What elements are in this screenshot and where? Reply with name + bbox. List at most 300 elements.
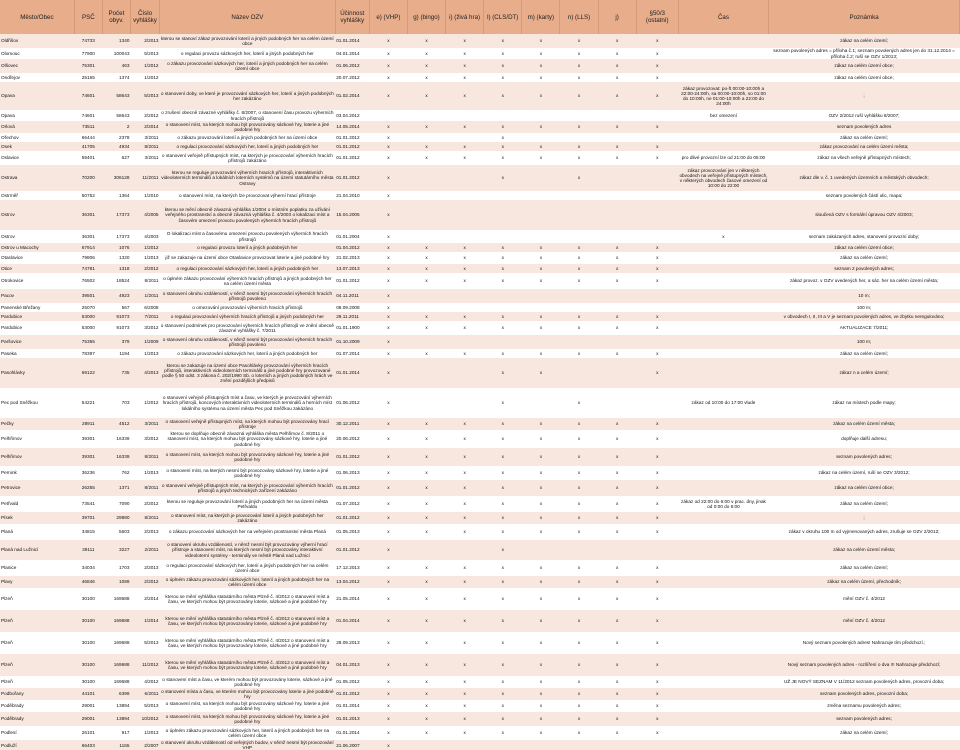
cell-col-50-3 — [636, 388, 678, 418]
cell-col-n: x — [560, 430, 598, 448]
cell-col-g — [407, 303, 445, 312]
cell-col-n: x — [560, 588, 598, 610]
header-col-j: j) — [598, 0, 636, 34]
cell-col-i: x — [446, 48, 484, 59]
cell-col-m: x — [522, 273, 560, 289]
table-row — [0, 151, 960, 165]
cell-effective-date: 01.01.2014 — [335, 700, 369, 712]
cell-col-j: x — [598, 576, 636, 588]
cell-col-n — [560, 540, 598, 560]
cell-decree-title: O lokalizaci míst a časovému omezení provozu povolených výherních hracích přístrojů — [160, 230, 336, 243]
cell-col-g: x — [407, 121, 445, 133]
cell-col-g — [407, 289, 445, 303]
cell-effective-date: 01.05.2013 — [335, 524, 369, 540]
cell-col-m — [522, 740, 560, 750]
cell-col-l: x — [484, 712, 522, 726]
cell-municipality: Orlová — [0, 121, 74, 133]
table-row — [0, 165, 960, 191]
cell-decree-title: kterou se reguluje provozování výherních hracích přístrojů, interaktivních videoloterních terminálů a lokálních loterních systémů na území statutárního města Ostravy — [160, 165, 336, 191]
cell-decree-number: 3/2011 — [130, 151, 159, 165]
cell-col-e: x — [369, 524, 407, 540]
cell-effective-date: 01.01.2012 — [335, 688, 369, 700]
cell-col-50-3 — [636, 303, 678, 312]
cell-population: 16339 — [102, 448, 130, 466]
cell-zip: 39501 — [74, 289, 102, 303]
cell-population: 1318 — [102, 264, 130, 273]
cell-time — [678, 48, 768, 59]
cell-time — [678, 73, 768, 82]
cell-effective-date: 01.05.2012 — [335, 676, 369, 688]
cell-col-l: x — [484, 312, 522, 321]
table-row — [0, 700, 960, 712]
cell-decree-title: o stanovení okruhu vzdáleností, v němž nesmí být provozování výherních hracích přístrojů povoleno — [160, 289, 336, 303]
cell-col-e: x — [369, 688, 407, 700]
cell-col-g: x — [407, 59, 445, 73]
header-zip: PSČ — [74, 0, 102, 34]
cell-col-i: x — [446, 726, 484, 740]
cell-zip: 74601 — [74, 110, 102, 121]
cell-col-m: x — [522, 466, 560, 480]
cell-col-l: x — [484, 448, 522, 466]
cell-col-j: x — [598, 121, 636, 133]
cell-col-g — [407, 358, 445, 388]
cell-population: 1371 — [102, 480, 130, 496]
cell-decree-title: kterou se zakazuje na území obce Pasohlávky provozování výherních hracích přístrojů, interaktivních videoloterních terminálů a jiné podobné hry provozované podle § 50 odst. 3 zákona č. 202/1990 Sb. o loteriích a jiných podobných hrách ve znění pozdějších předpisů — [160, 358, 336, 388]
cell-population: 1340 — [102, 34, 130, 48]
cell-col-m: x — [522, 430, 560, 448]
cell-effective-date: 14.05.2014 — [335, 121, 369, 133]
cell-col-n — [560, 740, 598, 750]
cell-zip: 26101 — [74, 726, 102, 740]
cell-decree-title: kterou se mění vyhláška statutárního města Plzně č. 4/2012 o stanovení míst a času, ve kterých mohou být provozovány loterie, sázkové a jiné podobné hry — [160, 588, 336, 610]
cell-zip: 41705 — [74, 142, 102, 151]
cell-col-50-3: x — [636, 121, 678, 133]
cell-col-i: x — [446, 252, 484, 264]
cell-note: Nový seznam povolených adres - rozšíření o dva !!! Nahrazuje předchozí; — [769, 654, 960, 676]
cell-zip: 28911 — [74, 418, 102, 430]
cell-col-l — [484, 200, 522, 230]
cell-col-m — [522, 200, 560, 230]
cell-time — [678, 576, 768, 588]
cell-decree-title: o stanovení míst, na kterých lze provozovat výherní hrací přístroje — [160, 191, 336, 200]
cell-decree-number: 8/2011 — [130, 480, 159, 496]
cell-col-m — [522, 303, 560, 312]
cell-col-i: x — [446, 632, 484, 654]
cell-decree-title: o zákazu provozování sázkových her na veřejném prostranství města Planá — [160, 524, 336, 540]
cell-effective-date: 28.09.2013 — [335, 632, 369, 654]
cell-note — [769, 740, 960, 750]
table-row — [0, 200, 960, 230]
cell-col-g — [407, 191, 445, 200]
cell-col-m: x — [522, 576, 560, 588]
cell-municipality: Osek — [0, 142, 74, 151]
cell-zip: 53000 — [74, 321, 102, 335]
cell-col-l: x — [484, 418, 522, 430]
table-row — [0, 480, 960, 496]
cell-time — [678, 726, 768, 740]
cell-col-m: x — [522, 151, 560, 165]
cell-decree-title: o regulaci provozování sázkových her, loterií a jiných podobných her — [160, 264, 336, 273]
cell-col-j — [598, 165, 636, 191]
cell-municipality: Otaslavice — [0, 252, 74, 264]
cell-decree-number: 4/2003 — [130, 230, 159, 243]
cell-decree-number: 1/2012 — [130, 388, 159, 418]
cell-effective-date: 01.01.2012 — [335, 512, 369, 524]
cell-col-50-3: x — [636, 480, 678, 496]
cell-zip: 30100 — [74, 610, 102, 632]
cell-col-50-3 — [636, 540, 678, 560]
cell-col-50-3: x — [636, 59, 678, 73]
cell-col-j: x — [598, 560, 636, 576]
cell-time — [678, 289, 768, 303]
cell-col-l: x — [484, 151, 522, 165]
cell-col-m: x — [522, 496, 560, 512]
cell-effective-date: 01.01.2014 — [335, 34, 369, 48]
cell-col-e: x — [369, 430, 407, 448]
cell-col-j — [598, 740, 636, 750]
cell-decree-title: o stanovení míst, na kterých mohou být provozovány sázkové hry, loterie a jiné podobné hry — [160, 121, 336, 133]
cell-col-l — [484, 230, 522, 243]
cell-decree-number: 7/2011 — [130, 312, 159, 321]
cell-col-m — [522, 230, 560, 243]
cell-note: OZV 2/2012 ruší vyhlášku 8/2007; — [769, 110, 960, 121]
cell-time — [678, 59, 768, 73]
cell-col-l: x — [484, 512, 522, 524]
cell-decree-number: 2/2012 — [130, 110, 159, 121]
cell-col-e: x — [369, 312, 407, 321]
cell-col-50-3: x — [636, 418, 678, 430]
cell-col-l: x — [484, 540, 522, 560]
cell-effective-date: 30.12.2011 — [335, 418, 369, 430]
cell-time — [678, 480, 768, 496]
cell-population: 169688 — [102, 588, 130, 610]
cell-col-e: x — [369, 496, 407, 512]
cell-time — [678, 524, 768, 540]
cell-col-e: x — [369, 73, 407, 82]
cell-zip: 74733 — [74, 34, 102, 48]
cell-effective-date: 01.01.2013 — [335, 712, 369, 726]
cell-col-j: x — [598, 418, 636, 430]
cell-decree-title: o stanovení podmínek pro provozování výherních hracích přístrojů ve znění obecně závazné vyhlášky č. 7/2011 — [160, 322, 334, 333]
cell-population: 2378 — [102, 133, 130, 142]
cell-effective-date: 13.07.2013 — [335, 264, 369, 273]
cell-col-n: x — [560, 512, 598, 524]
cell-time — [678, 610, 768, 632]
cell-col-l: x — [484, 59, 522, 73]
cell-col-l: x — [484, 121, 522, 133]
cell-col-n: x — [560, 676, 598, 688]
cell-decree-title: kterou se mění vyhláška statutárního města Plzně č. 4/2012 o stanovení míst a času, ve kterých mohou být provozovány loterie, sázkové a jiné podobné hry — [160, 632, 336, 654]
cell-effective-date: 01.01.1900 — [335, 321, 369, 335]
cell-col-j — [598, 133, 636, 142]
cell-col-l — [484, 335, 522, 349]
cell-note: v obvodech I, II, III a V je seznam povolených adres, ve zbytku neregulováno; — [769, 312, 960, 321]
table-row — [0, 610, 960, 632]
cell-col-n: x — [560, 688, 598, 700]
header-col-n: n) (LLS) — [560, 0, 598, 34]
cell-col-e: x — [369, 726, 407, 740]
cell-effective-date: 03.04.2012 — [335, 110, 369, 121]
cell-note: seznam povolených adres = příloha č.1; seznam povolených adres jen do 31.12.2014 = příloha č.2; ruší se OZV 1/2013; — [769, 48, 960, 59]
cell-zip: 67914 — [74, 243, 102, 252]
cell-col-n: x — [560, 388, 598, 418]
cell-col-g: x — [407, 654, 445, 676]
cell-col-50-3: x — [636, 142, 678, 151]
cell-col-m: x — [522, 59, 560, 73]
cell-decree-title: kterou se reguluje provozování loterií a jiných podobných her na území města Petřvaldu — [160, 496, 336, 512]
cell-col-g: x — [407, 576, 445, 588]
cell-note: zákaz provozování na celém území města; — [769, 142, 960, 151]
cell-col-j: x — [598, 610, 636, 632]
cell-col-l: x — [484, 576, 522, 588]
cell-col-e: x — [369, 243, 407, 252]
cell-decree-number: 8/2011 — [130, 142, 159, 151]
cell-time — [678, 200, 768, 230]
cell-decree-number: 4/2012 — [130, 676, 159, 688]
cell-col-j: x — [598, 73, 636, 82]
cell-note: zákaz na celém území; — [769, 133, 960, 142]
cell-col-50-3: x — [636, 34, 678, 48]
cell-col-j: x — [598, 448, 636, 466]
cell-population: 735 — [102, 358, 130, 388]
cell-zip: 73541 — [74, 496, 102, 512]
cell-col-n: x — [560, 480, 598, 496]
cell-municipality: Planice — [0, 560, 74, 576]
cell-effective-date: 01.01.2012 — [335, 165, 369, 191]
cell-col-n: x — [560, 165, 598, 191]
cell-municipality: Paseka — [0, 349, 74, 358]
header-col-i: i) (živá hra) — [446, 0, 484, 34]
cell-col-g: x — [407, 349, 445, 358]
table-row — [0, 688, 960, 700]
cell-col-i — [446, 230, 484, 243]
cell-col-l — [484, 289, 522, 303]
cell-decree-number: 3/2011 — [130, 418, 159, 430]
cell-col-g — [407, 165, 445, 191]
cell-col-g: x — [407, 512, 445, 524]
cell-col-g: x — [407, 712, 445, 726]
cell-col-l: x — [484, 252, 522, 264]
cell-decree-title: o stanovení okruhu vzdáleností, v němž nesmí být provozování výherních hracích přístrojů povoleno — [160, 335, 336, 349]
table-row — [0, 448, 960, 466]
cell-col-l: x — [484, 480, 522, 496]
cell-population: 169688 — [102, 654, 130, 676]
cell-population: 91073 — [102, 312, 130, 321]
table-row — [0, 335, 960, 349]
cell-col-e: x — [369, 289, 407, 303]
cell-note: zákaz na všech veřejně přístupných místech; — [769, 151, 960, 165]
header-decree-number: Číslo vyhlášky — [130, 0, 159, 34]
cell-municipality: Pasohlávky — [0, 358, 74, 388]
cell-decree-title: o regulaci provozu loterií a jiných podobných her — [160, 243, 336, 252]
cell-col-l: x — [484, 700, 522, 712]
cell-col-l: x — [484, 632, 522, 654]
cell-population: 1194 — [102, 349, 130, 358]
cell-decree-number: 2/2014 — [130, 588, 159, 610]
cell-col-m: x — [522, 349, 560, 358]
cell-decree-number: 2/2014 — [130, 121, 159, 133]
cell-time — [678, 632, 768, 654]
cell-decree-title: o stanovení veřejně přístupných míst, na kterých je provozování výherních hracích přístrojů a jiných technických zařízení zakázáno — [160, 480, 336, 496]
cell-col-m: x — [522, 243, 560, 252]
cell-time — [678, 303, 768, 312]
cell-municipality: Pec pod Sněžkou — [0, 388, 74, 418]
cell-col-i: x — [446, 430, 484, 448]
cell-note: zákaz na celém území obce; — [769, 59, 960, 73]
cell-col-g: x — [407, 252, 445, 264]
header-col-50-3: §50/3 (ostatní) — [636, 0, 678, 34]
cell-time — [678, 712, 768, 726]
cell-municipality: Plzeň — [0, 632, 74, 654]
cell-time — [678, 676, 768, 688]
cell-col-j — [598, 191, 636, 200]
cell-decree-number: 5/2013 — [130, 82, 159, 110]
cell-col-e: x — [369, 740, 407, 750]
cell-col-m — [522, 289, 560, 303]
cell-effective-date: 15.04.2005 — [335, 200, 369, 230]
cell-time — [678, 312, 768, 321]
cell-col-e: x — [369, 610, 407, 632]
cell-note: 10 m; — [769, 289, 960, 303]
cell-note: Nový seznam povolených adres! Nahrazuje tím předchozí.; — [769, 632, 960, 654]
cell-note: zákaz na celém území města; — [769, 418, 960, 430]
cell-col-e: x — [369, 418, 407, 430]
cell-col-n: x — [560, 726, 598, 740]
cell-decree-title: kterou se mění obecně závazná vyhláška 1/2004 o místním poplatku za užívání veřejného prostranství a obecně závazná vyhláška č. 4/2003 o lokalizaci míst a časovém omezení provozu povolených výherních hracích přístrojů — [160, 200, 336, 230]
cell-municipality: Plzeň — [0, 654, 74, 676]
cell-effective-date: 01.01.2012 — [335, 273, 369, 289]
cell-note: zákaz na celém území; — [769, 496, 960, 512]
cell-note: zákaz na celém území; — [769, 349, 960, 358]
cell-zip: 25070 — [74, 303, 102, 312]
cell-col-m — [522, 110, 560, 121]
cell-col-j — [598, 230, 636, 243]
cell-time — [678, 358, 768, 388]
cell-col-i: x — [446, 121, 484, 133]
cell-col-g: x — [407, 34, 445, 48]
cell-col-n: x — [560, 632, 598, 654]
cell-col-m: x — [522, 321, 560, 335]
cell-col-m: x — [522, 418, 560, 430]
cell-col-m — [522, 540, 560, 560]
cell-col-e: x — [369, 358, 407, 388]
cell-col-i: x — [446, 264, 484, 273]
cell-municipality: Oslavice — [0, 151, 74, 165]
cell-col-g: x — [407, 243, 445, 252]
table-row — [0, 430, 960, 448]
cell-population: 91073 — [102, 321, 130, 335]
cell-population: 17373 — [102, 200, 130, 230]
cell-municipality: Petřvald — [0, 496, 74, 512]
cell-decree-title: o regulaci provozování sázkových her, loterií a jiných podobných her — [160, 142, 336, 151]
cell-col-j: x — [598, 59, 636, 73]
cell-note: zákaz v okruhu 100 m od vyjmenovaných adres, zrušuje se OZV 2/2012; — [769, 524, 960, 540]
cell-municipality: Olomouc — [0, 48, 74, 59]
cell-col-i: x — [446, 273, 484, 289]
header-col-e: e) (VHP) — [369, 0, 407, 34]
table-row — [0, 303, 960, 312]
cell-col-i: x — [446, 712, 484, 726]
cell-col-e: x — [369, 252, 407, 264]
cell-col-i — [446, 303, 484, 312]
cell-decree-title: o stanovení veřejně přístupných míst a času, ve kterých je provozování výherních hracích přístrojů, koncových interaktivních videoloterních terminálů a herních míst lokálního systému na území města Pec pod Sněžkou zakázáno — [160, 388, 336, 418]
cell-effective-date: 01.01.2012 — [335, 151, 369, 165]
table-row — [0, 191, 960, 200]
cell-decree-number: 3/2011 — [130, 133, 159, 142]
cell-col-j: x — [598, 480, 636, 496]
cell-col-i — [446, 388, 484, 418]
cell-col-50-3: x — [636, 243, 678, 252]
cell-zip: 70200 — [74, 165, 102, 191]
cell-col-e: x — [369, 142, 407, 151]
cell-zip: 74601 — [74, 82, 102, 110]
cell-decree-number: 2/2013 — [130, 560, 159, 576]
table-row — [0, 740, 960, 750]
cell-decree-title: o úplném zákazu provozování sázkových her, loterií a jiných podobných her na celém území obce — [160, 726, 336, 740]
cell-municipality: Ostrměř — [0, 191, 74, 200]
cell-col-m: x — [522, 700, 560, 712]
table-row — [0, 110, 960, 121]
cell-zip: 75301 — [74, 59, 102, 73]
cell-decree-number: 1/2013 — [130, 252, 159, 264]
cell-time — [678, 34, 768, 48]
cell-col-m: x — [522, 632, 560, 654]
cell-decree-number: 8/2011 — [130, 273, 159, 289]
cell-population: 1089 — [102, 576, 130, 588]
cell-col-m: x — [522, 142, 560, 151]
cell-decree-number: 2/2012 — [130, 264, 159, 273]
cell-col-g: x — [407, 632, 445, 654]
cell-col-n: x — [560, 243, 598, 252]
cell-col-l: x — [484, 496, 522, 512]
cell-municipality: Pardubice — [0, 312, 74, 321]
cell-note: zákaz n a celém území; — [769, 358, 960, 388]
cell-decree-number: 3/2012 — [130, 430, 159, 448]
cell-municipality: Podbořany — [0, 688, 74, 700]
cell-col-50-3 — [636, 740, 678, 750]
cell-population: 1076 — [102, 243, 130, 252]
cell-col-n: x — [560, 73, 598, 82]
cell-col-j: x — [598, 726, 636, 740]
cell-decree-title: o úplném zákazu provozování výherních hracích přístrojů a jiných podobných her na celém území města — [160, 273, 336, 289]
cell-municipality: Podlesí — [0, 726, 74, 740]
cell-col-50-3 — [636, 133, 678, 142]
table-row — [0, 560, 960, 576]
cell-zip: 66403 — [74, 740, 102, 750]
cell-col-j: x — [598, 264, 636, 273]
cell-decree-title: o stanovení veřejně přístupných míst, na kterých mohou být provozovány hrací přístroje — [160, 418, 336, 430]
table-row — [0, 512, 960, 524]
cell-col-l: x — [484, 688, 522, 700]
cell-col-i: x — [446, 588, 484, 610]
cell-col-l: x — [484, 82, 522, 110]
table-row — [0, 632, 960, 654]
cell-col-i: x — [446, 654, 484, 676]
cell-zip: 39301 — [74, 430, 102, 448]
cell-col-50-3: x — [636, 273, 678, 289]
cell-note: seznam povolených částí ulic, mapa; — [769, 191, 960, 200]
cell-col-j: x — [598, 588, 636, 610]
cell-col-50-3: x — [636, 712, 678, 726]
table-row — [0, 676, 960, 688]
cell-effective-date: 08.09.2008 — [335, 303, 369, 312]
cell-col-g: x — [407, 676, 445, 688]
cell-col-i: x — [446, 151, 484, 165]
cell-zip: 59401 — [74, 151, 102, 165]
cell-col-l: x — [484, 142, 522, 151]
cell-col-g — [407, 200, 445, 230]
cell-col-l: x — [484, 588, 522, 610]
